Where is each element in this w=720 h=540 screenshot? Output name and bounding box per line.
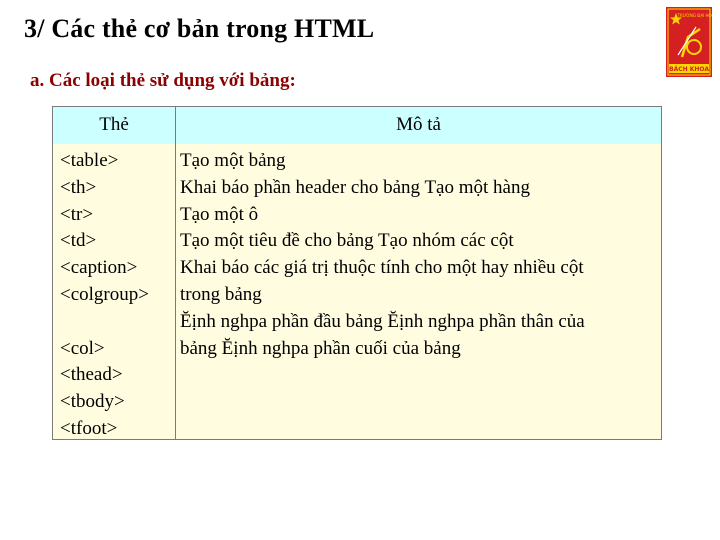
tag-cell: <thead>: [60, 364, 123, 386]
logo-top-text: TRƯỜNG ĐẠI HỌC: [677, 13, 712, 18]
header-tag: Thẻ: [99, 114, 129, 135]
tag-cell: <table>: [60, 150, 119, 171]
slide-title: 3/ Các thẻ cơ bản trong HTML: [24, 14, 375, 43]
description-line: Ĕịnh nghpa phần đầu bảng Ĕịnh nghpa phần thân của: [180, 310, 585, 332]
tag-cell: <colgroup>: [60, 283, 149, 305]
description-line: Tạo một tiêu đề cho bảng Tạo nhóm các cột: [180, 230, 514, 252]
description-line: bảng Ĕịnh nghpa phần cuối của bảng: [180, 337, 461, 359]
column-divider: [175, 107, 176, 439]
tag-cell: <caption>: [60, 257, 138, 279]
description-line: Khai báo các giá trị thuộc tính cho một hay nhiều cột: [180, 257, 584, 279]
tag-cell: <col>: [60, 337, 105, 359]
tags-table: [52, 106, 662, 440]
description-line: Tạo một bảng: [180, 150, 286, 171]
tag-column: [60, 148, 149, 443]
tag-cell: <td>: [60, 230, 97, 252]
description-column: [180, 148, 658, 362]
logo-bottom-text: BÁCH KHOA: [669, 66, 709, 73]
logo-graphic: [666, 7, 712, 77]
university-logo: [666, 7, 712, 77]
tag-cell: <tr>: [60, 203, 94, 225]
section-heading: a. Các loại thẻ sử dụng với bảng:: [30, 70, 296, 91]
tag-cell: <tfoot>: [60, 417, 118, 439]
description-line: trong bảng: [180, 283, 262, 305]
tag-cell: <th>: [60, 176, 97, 198]
tag-cell: <tbody>: [60, 391, 125, 413]
tag-cell-empty: [60, 309, 149, 336]
description-line: Khai báo phần header cho bảng Tạo một hàng: [180, 176, 530, 198]
description-line: Tạo một ô: [180, 203, 259, 225]
header-description: Mô tả: [396, 114, 441, 135]
